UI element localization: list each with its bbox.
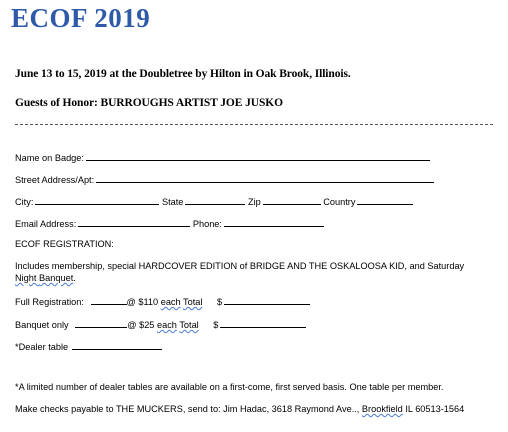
full-registration-qty-field[interactable] — [91, 295, 127, 305]
dollar-sign: $ — [217, 297, 223, 307]
each-word: each — [156, 320, 177, 330]
full-registration-total-field[interactable] — [224, 295, 310, 305]
street-label: Street Address/Apt: — [15, 175, 95, 185]
banquet-label: Banquet only — [15, 320, 69, 330]
country-label: Country — [323, 197, 356, 207]
dealer-label: *Dealer table — [15, 342, 69, 352]
includes-line-1: Includes membership, special HARDCOVER EDITION of BRIDGE AND THE OSKALOOSA KID, and Saturday — [15, 261, 465, 271]
full-registration-price: @ $110 — [126, 297, 159, 307]
checks-payable-line — [15, 404, 464, 414]
each-word: each — [160, 297, 181, 307]
state-label: State — [161, 197, 184, 207]
guests-of-honor-line: Guests of Honor: BURROUGHS ARTIST JOE JUSKO — [15, 97, 283, 109]
street-row — [15, 173, 434, 185]
zip-label: Zip — [247, 197, 261, 207]
total-word: Total — [183, 297, 203, 307]
city-field[interactable] — [35, 195, 159, 205]
banquet-total-field[interactable] — [220, 318, 306, 328]
period: . — [73, 273, 76, 283]
page-title: ECOF 2019 — [11, 3, 151, 33]
phone-field[interactable] — [224, 217, 324, 227]
country-field[interactable] — [357, 195, 413, 205]
city-label: City: — [15, 197, 34, 207]
dollar-sign: $ — [213, 320, 219, 330]
address-row — [15, 195, 413, 207]
state-field[interactable] — [185, 195, 245, 205]
full-registration-label: Full Registration: — [15, 297, 84, 307]
registration-heading: ECOF REGISTRATION: — [15, 239, 114, 249]
email-row — [15, 217, 324, 229]
banquet-row — [15, 318, 306, 330]
event-dates-line: June 13 to 15, 2019 at the Doubletree by Hilton in Oak Brook, Illinois. — [15, 68, 351, 80]
email-label: Email Address: — [15, 219, 77, 229]
street-field[interactable] — [96, 173, 434, 183]
email-field[interactable] — [78, 217, 190, 227]
name-label: Name on Badge: — [15, 153, 84, 163]
total-word: Total — [179, 320, 199, 330]
zip-field[interactable] — [263, 195, 321, 205]
full-registration-row — [15, 295, 310, 307]
checks-text: Make checks payable to THE MUCKERS, send to: Jim Hadac, 3618 Raymond Ave.., — [15, 404, 362, 414]
includes-line-2 — [15, 273, 76, 283]
checks-zip: IL 60513-1564 — [402, 404, 465, 414]
banquet-price: @ $25 — [127, 320, 155, 330]
banquet-qty-field[interactable] — [75, 318, 127, 328]
dealer-field[interactable] — [72, 340, 162, 350]
name-row — [15, 151, 430, 163]
dealer-row — [15, 340, 162, 352]
dealer-note: *A limited number of dealer tables are available on a first-come, first served basis. One table per member. — [15, 382, 444, 392]
name-field[interactable] — [86, 151, 430, 161]
night-word: Night — [15, 273, 40, 283]
banquet-word: Banquet — [39, 273, 74, 283]
brookfield-word: Brookfield — [361, 404, 403, 414]
separator-line — [15, 124, 493, 125]
phone-label: Phone: — [192, 219, 222, 229]
